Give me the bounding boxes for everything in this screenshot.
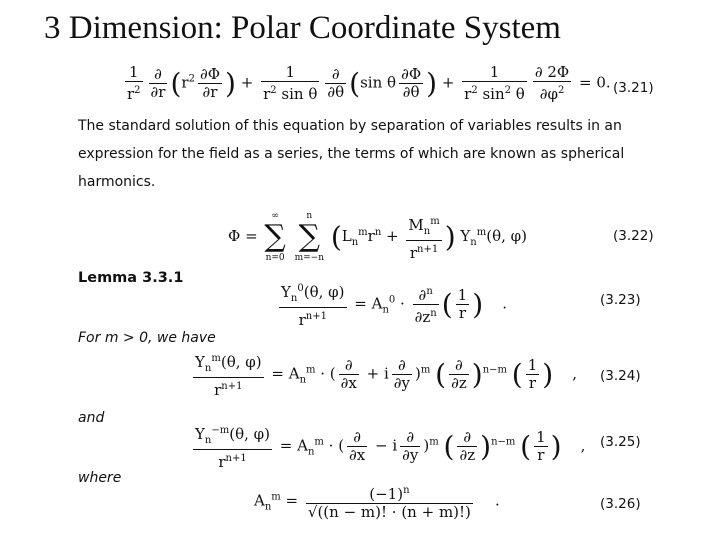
equation-3-22: Φ = ∞ ∑ n=0 n ∑ m=−n ($L_n^mr^n$ + $\frac{M_n^m}{r^{n+1}}$ ) $Y_n^m(\theta$, φ)	[228, 211, 528, 263]
equation-number-3-24: (3.24)	[600, 368, 641, 384]
equation-number-3-25: (3.25)	[600, 434, 641, 450]
where-text: where	[78, 470, 122, 486]
scanned-textbook-page	[78, 62, 668, 532]
equation-3-25: $\frac{Y_n^{-m}(\theta, \varphi)}{r^{n+1}}$ = $A_n^m$ · ( $\frac{\partial}{\partial x}$ − i $\frac{\partial}{\partial y}$ )$^m$ ( $\frac{\partial}{\partial z}$ )$^{n-m}$ ( $\frac{1}{r}$ ) ,	[195, 425, 586, 471]
equation-3-21: $\frac{1}{r^2}$ $\frac{\partial}{\partial r}$ ($r^2$ $\frac{\partial\Phi}{\partial r}$ ) + $\frac{1}{r^2 \sin \theta}$ $\frac{\partial}{\partial\theta}$ (sin θ $\frac{\partial\Phi}{\partial\theta}$ ) + $\frac{1}{r^2 \sin^2 \theta}$ $\frac{\partial 2\Phi}{\partial\varphi^2}$ = 0.	[127, 63, 611, 103]
for-m-text: For m > 0, we have	[78, 330, 216, 346]
equation-3-23: $\frac{Y_n^0(\theta, \varphi)}{r^{n+1}}$ = $A_n^0$ · $\frac{\partial^n}{\partial z^n}$ ( $\frac{1}{r}$ ) .	[281, 283, 507, 329]
lemma-label: Lemma 3.3.1	[78, 270, 184, 286]
equation-number-3-22: (3.22)	[613, 228, 654, 244]
and-text: and	[78, 410, 105, 426]
slide-title: 3 Dimension: Polar Coordinate System	[44, 10, 561, 46]
paragraph-line-3: harmonics.	[78, 174, 156, 190]
equation-number-3-23: (3.23)	[600, 292, 641, 308]
paragraph-line-1: The standard solution of this equation by separation of variables results in an	[78, 118, 622, 134]
paragraph-line-2: expression for the field as a series, the terms of which are known as spherical	[78, 146, 625, 162]
equation-number-3-21: (3.21)	[613, 80, 654, 96]
equation-number-3-26: (3.26)	[600, 496, 641, 512]
equation-3-26: $A_n^m$ = $\frac{(-1)^n}{√((n - m)! \cdot (n + m)!)}$ .	[254, 485, 500, 521]
equation-3-24: $\frac{Y_n^m(\theta, \varphi)}{r^{n+1}}$ = $A_n^m$ · ( $\frac{\partial}{\partial x}$ + i $\frac{\partial}{\partial y}$ )$^m$ ( $\frac{\partial}{\partial z}$ )$^{n-m}$ ( $\frac{1}{r}$ ) ,	[195, 353, 578, 399]
